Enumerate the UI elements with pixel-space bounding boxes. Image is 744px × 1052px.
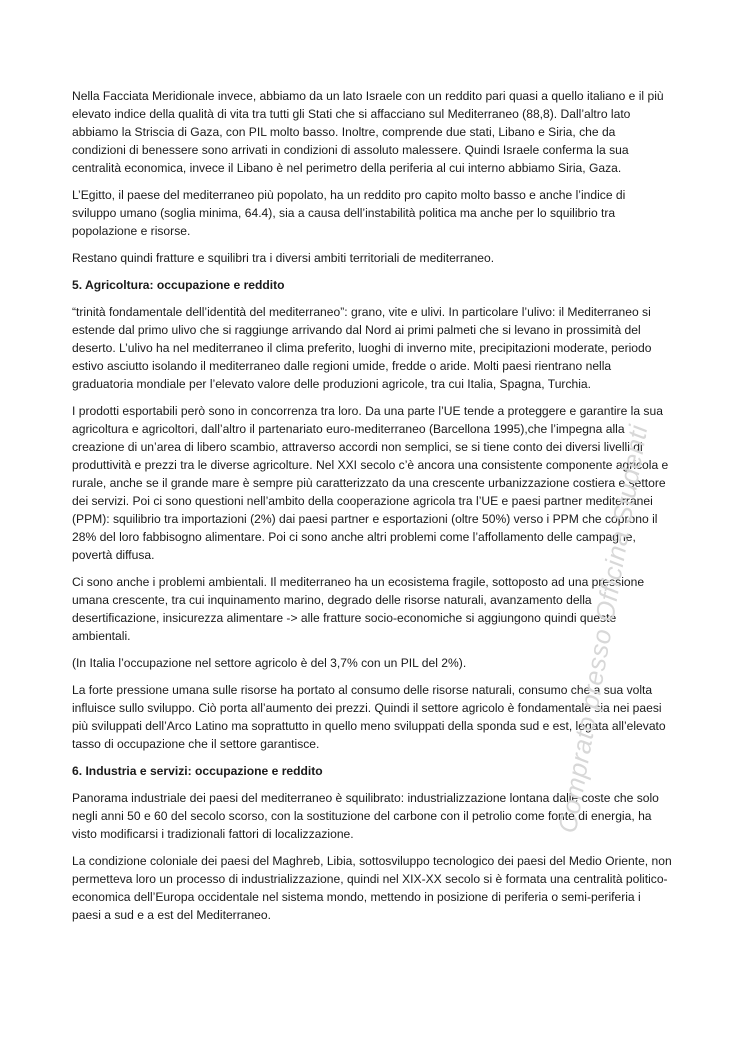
- paragraph: Ci sono anche i problemi ambientali. Il mediterraneo ha un ecosistema fragile, sottoposto ad una pressione umana crescente, tra cui inquinamento marino, degrado delle risorse naturali, avanzamento della desertificazione, insicurezza alimentare -> alle fratture socio-economiche si aggiungono quindi queste ambientali.: [72, 575, 645, 643]
- paragraph: Restano quindi fratture e squilibri tra i diversi ambiti territoriali de mediterraneo.: [72, 251, 495, 265]
- section-heading-agricoltura: 5. Agricoltura: occupazione e reddito: [72, 278, 285, 292]
- paragraph: Panorama industriale dei paesi del mediterraneo è squilibrato: industrializzazione lontana dalle coste che solo negli anni 50 e 60 del secolo scorso, con la sostituzione del carbone con il petrolio come fonte di energia, ha visto modificarsi i tradizionali fattori di localizzazione.: [72, 791, 659, 841]
- paragraph: L’Egitto, il paese del mediterraneo più popolato, ha un reddito pro capito molto basso e anche l’indice di sviluppo umano (soglia minima, 64.4), sia a causa dell’instabilità politica ma anche per lo squilibrio tra popolazione e risorse.: [72, 188, 626, 238]
- section-heading-industria: 6. Industria e servizi: occupazione e reddito: [72, 764, 323, 778]
- paragraph: (In Italia l’occupazione nel settore agricolo è del 3,7% con un PIL del 2%).: [72, 656, 467, 670]
- paragraph: “trinità fondamentale dell’identità del mediterraneo”: grano, vite e ulivi. In particolare l’ulivo: il Mediterraneo si estende dal primo ulivo che si raggiunge arrivando dal Nord ai primi palmeti che si levano in prossimità del deserto. L’ulivo ha nel mediterraneo il clima preferito, luoghi di inverno mite, precipitazioni moderate, periodo estivo asciutto isolando il mediterraneo dalle regioni umide, fredde o aride. Molti paesi rientrano nella graduatoria mondiale per l’elevato valore delle produzioni agricole, tra cui Italia, Spagna, Turchia.: [72, 305, 652, 391]
- paragraph: I prodotti esportabili però sono in concorrenza tra loro. Da una parte l’UE tende a proteggere e garantire la sua agricoltura e agricoltori, dall’altro il partenariato euro-mediterraneo (Barcellona 1995),che l’impegna alla creazione di un’area di libero scambio, attraverso accordi non semplici, se si tiene conto dei diversi livelli di produttività e prezzi tra le diverse agricolture. Nel XXI secolo c’è ancora una consistente componente agricola e rurale, anche se il grande mare è sempre più caratterizzato da una crescente urbanizzazione costiera e settore dei servizi. Poi ci sono questioni nell’ambito della cooperazione agricola tra l’UE e paesi partner mediterranei (PPM): squilibrio tra importazioni (2%) dai paesi partner e esportazioni (oltre 50%) verso i PPM che coprono il 28% del loro fabbisogno alimentare. Poi ci sono anche altri problemi come l’affollamento delle campagne, povertà diffusa.: [72, 404, 669, 562]
- watermark: Comprato presso Officina Studenti: [552, 422, 654, 836]
- paragraph: La forte pressione umana sulle risorse ha portato al consumo delle risorse naturali, consumo che a sua volta influisce sullo sviluppo. Ciò porta all’aumento dei prezzi. Quindi il settore agricolo è fondamentale sia nei paesi più sviluppati dell’Arco Latino ma soprattutto in quello meno sviluppati della sponda sud e est, legata all’elevato tasso di occupazione che il settore garantisce.: [72, 683, 666, 751]
- paragraph: Nella Facciata Meridionale invece, abbiamo da un lato Israele con un reddito pari quasi a quello italiano e il più elevato indice della qualità di vita tra tutti gli Stati che si affacciano sul Mediterraneo (88,8). Dall’altro lato abbiamo la Striscia di Gaza, con PIL molto basso. Inoltre, comprende due stati, Libano e Siria, che da condizioni di benessere sono arrivati in condizioni di assoluto malessere. Quindi Israele conferma la sua centralità economica, invece il Libano è nel perimetro della periferia al cui interno abbiamo Siria, Gaza.: [72, 89, 664, 175]
- paragraph: La condizione coloniale dei paesi del Maghreb, Libia, sottosviluppo tecnologico dei paesi del Medio Oriente, non permetteva loro un processo di industrializzazione, quindi nel XIX-XX secolo si è formata una centralità politico-economica dell’Europa occidentale nel sistema mondo, mettendo in posizione di periferia o semi-periferia i paesi a sud e a est del Mediterraneo.: [72, 854, 672, 922]
